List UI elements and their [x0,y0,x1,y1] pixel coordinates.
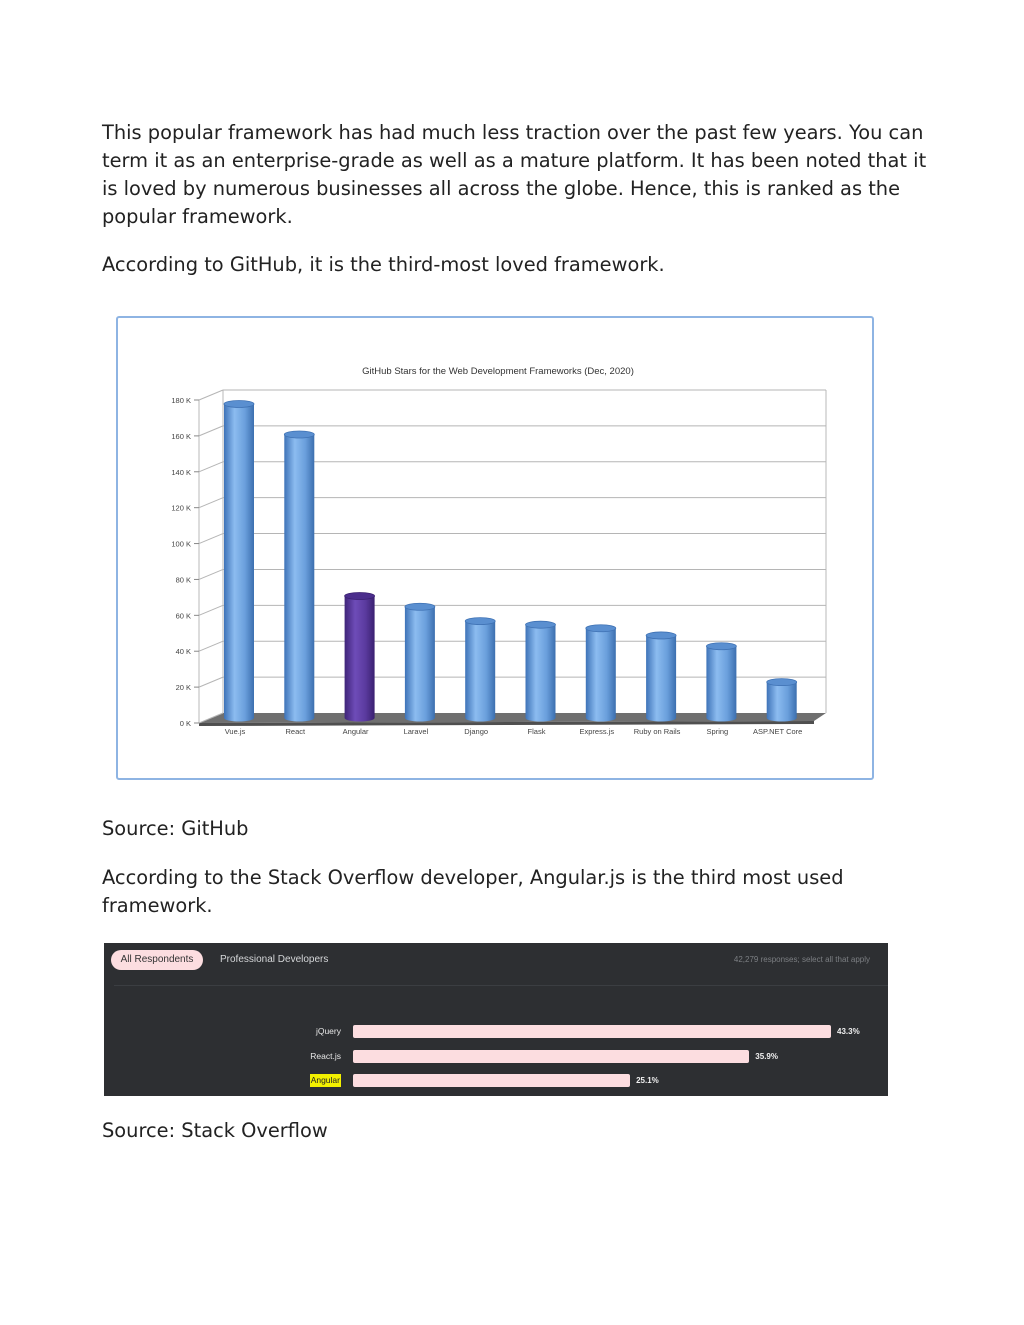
x-tick-label: ASP.NET Core [753,727,803,736]
bar-cap [345,592,375,599]
y-tick-label: 40 K [175,647,191,657]
bar-asp-net-core [767,679,797,722]
usage-label: Angular [310,1075,340,1085]
x-tick-label: Django [464,727,489,736]
gridline-side [199,390,223,400]
bar-cap [284,431,314,438]
x-tick-label: Ruby on Rails [633,727,681,736]
bar-ruby-on-rails [646,632,676,722]
tab-professional-developers[interactable]: Professional Developers [220,954,329,965]
bar-cap [706,643,736,650]
gridline-side [199,605,223,615]
usage-bar [353,1025,831,1038]
gridline-side [199,569,223,579]
bar-body [405,607,435,722]
bar-react [284,431,314,722]
y-tick-label: 180 K [171,396,191,405]
bar-express-js [586,625,616,722]
x-tick-label: Angular [342,727,369,736]
bar-cap [465,618,495,625]
bar-django [465,618,495,722]
gridline-side [199,462,223,472]
bar-body [586,628,616,721]
bar-angular [345,592,375,721]
x-tick-label: Express.js [579,727,615,736]
bar-cap [646,632,676,639]
bar-cap [224,400,254,407]
usage-bar [353,1074,630,1087]
gridline-side [199,498,223,508]
y-tick-label: 120 K [171,503,191,513]
y-tick-label: 0 K [179,719,191,728]
usage-value: 43.3% [837,1027,860,1036]
y-tick-label: 140 K [171,467,191,477]
github-note-paragraph: According to GitHub, it is the third-most loved framework. [102,253,665,276]
bar-body [706,646,736,721]
y-tick-label: 60 K [175,611,191,621]
source-stackoverflow: Source: Stack Overflow [102,1119,328,1142]
bar-body [646,635,676,721]
tab-all-respondents[interactable]: All Respondents [111,950,203,970]
bar-cap [767,679,797,686]
x-tick-label: Flask [527,727,546,736]
bar-laravel [405,603,435,721]
usage-label: React.js [310,1051,341,1061]
y-tick-label: 80 K [175,575,191,585]
bar-body [767,682,797,721]
github-stars-chart-svg [118,318,872,778]
y-tick-label: 100 K [171,539,191,549]
divider [114,985,888,986]
usage-value: 35.9% [755,1052,778,1061]
bar-body [465,621,495,721]
x-tick-label: Laravel [403,727,429,736]
bar-cap [526,621,556,628]
gridline-side [199,641,223,651]
bar-cap [586,625,616,632]
gridline-side [199,677,223,687]
gridline-side [199,534,223,544]
bar-cap [405,603,435,610]
bar-flask [526,621,556,721]
bar-body [284,434,314,721]
source-github: Source: GitHub [102,817,249,840]
bar-vue-js [224,400,254,721]
responses-note: 42,279 responses; select all that apply [733,955,870,964]
y-axis-tick-labels [171,396,191,728]
bar-body [526,625,556,722]
x-axis-tick-labels [225,727,803,736]
github-stars-chart [116,316,874,780]
intro-paragraph: This popular framework has had much less traction over the past few years. You can term it as an enterprise-grade as well as a mature platform. It has been noted that it is loved by numerous businesses all across the globe. Hence, this is ranked as the popular framework. [102,121,927,228]
chart-title: GitHub Stars for the Web Development Frameworks (Dec, 2020) [362,366,634,377]
chart-bars [224,400,797,721]
x-tick-label: Vue.js [224,727,246,736]
x-tick-label: React [285,727,306,736]
stackoverflow-usage-chart [104,943,888,1096]
bar-body [224,404,254,722]
gridline-side [199,426,223,436]
usage-value: 25.1% [636,1076,659,1085]
bar-spring [706,643,736,722]
x-tick-label: Spring [706,727,729,736]
usage-bar [353,1050,749,1063]
y-tick-label: 160 K [171,431,191,441]
usage-label: jQuery [315,1026,341,1036]
y-tick-label: 20 K [175,683,191,693]
bar-body [345,596,375,722]
stackoverflow-note-paragraph: According to the Stack Overflow developer, Angular.js is the third most used framework. [102,866,844,917]
